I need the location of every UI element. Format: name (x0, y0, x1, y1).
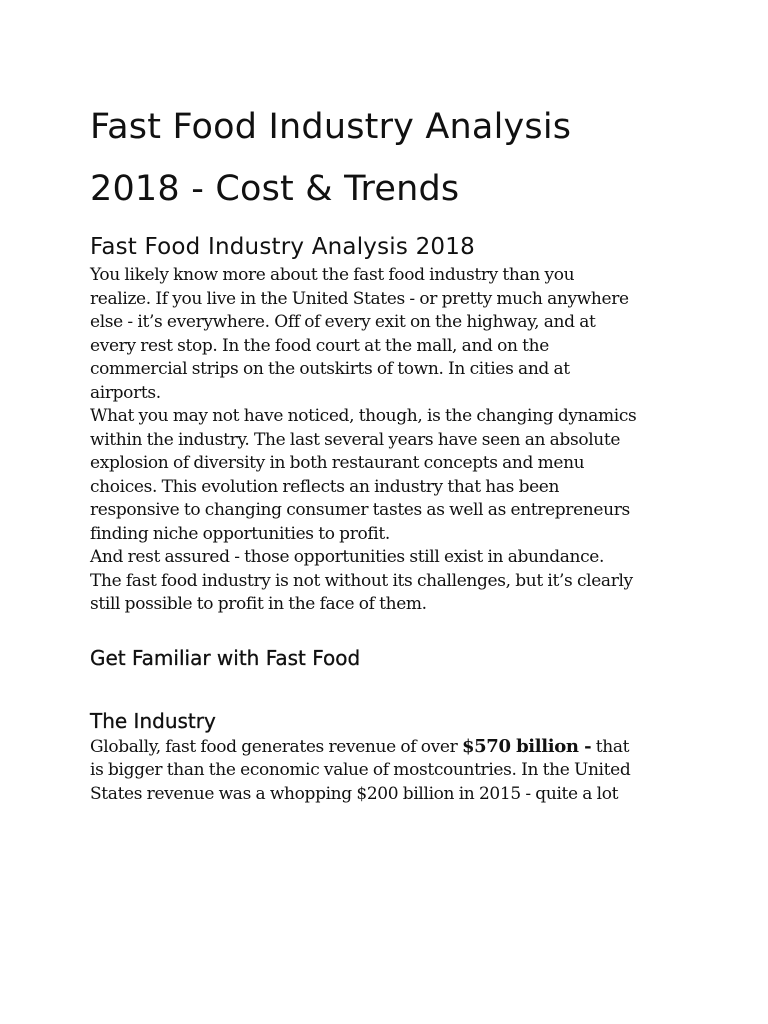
revenue-text-end: that (591, 736, 630, 757)
document-page (90, 96, 690, 806)
section-heading: Get Familiar with Fast Food (90, 645, 361, 670)
paragraph-line: You likely know more about the fast food industry than you (90, 265, 575, 285)
paragraph-line: else - it’s everywhere. Off of every exit on the highway, and at (90, 312, 596, 332)
paragraph-line: What you may not have noticed, though, is the changing dynamics (90, 406, 637, 426)
paragraph-line: And rest assured - those opportunities still exist in abundance. (90, 547, 605, 567)
paragraph-line: States revenue was a whopping $200 billion in 2015 - quite a lot (90, 783, 619, 804)
paragraph-line: every rest stop. In the food court at the mall, and on the (90, 335, 549, 356)
opportunities-paragraph (90, 546, 690, 617)
paragraph-line: is bigger than the economic value of mostcountries. In the United (90, 760, 631, 780)
paragraph-line: The fast food industry is not without its challenges, but it’s clearly (90, 570, 633, 591)
paragraph-line: choices. This evolution reflects an industry that has been (90, 476, 560, 497)
paragraph-line: still possible to profit in the face of them. (90, 594, 427, 614)
paragraph-line: commercial strips on the outskirts of town. In cities and at (90, 359, 570, 379)
intro-paragraph (90, 264, 690, 405)
paragraph-line: airports. (90, 382, 161, 403)
paragraph-line: realize. If you live in the United States - or pretty much anywhere (90, 288, 629, 309)
paragraph-line: finding niche opportunities to profit. (90, 523, 390, 544)
revenue-highlight: $570 billion - (461, 735, 592, 757)
dynamics-paragraph (90, 405, 690, 546)
paragraph-line: explosion of diversity in both restaurant concepts and menu (90, 453, 585, 473)
paragraph-line: responsive to changing consumer tastes as well as entrepreneurs (90, 500, 630, 520)
subsection-heading: The Industry (90, 708, 216, 733)
industry-paragraph (90, 735, 690, 807)
document-subtitle: Fast Food Industry Analysis 2018 (90, 234, 475, 260)
revenue-text: Globally, fast food generates revenue of over (90, 736, 462, 757)
paragraph-line (90, 735, 690, 760)
title-line-2: 2018 - Cost & Trends (90, 169, 460, 209)
paragraph-line: within the industry. The last several years have seen an absolute (90, 429, 621, 450)
title-line-1: Fast Food Industry Analysis (90, 107, 572, 147)
document-title (90, 96, 690, 220)
